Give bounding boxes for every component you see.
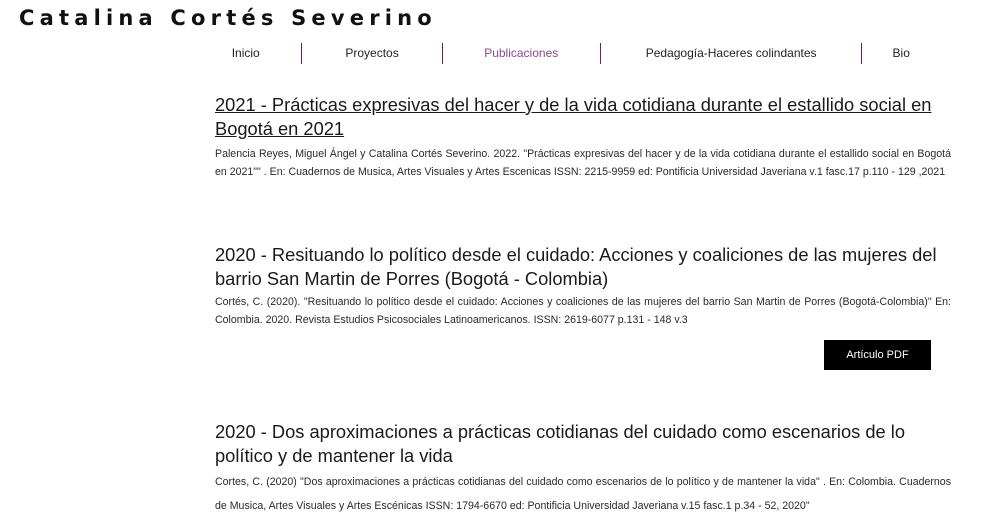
publication-title: 2020 - Dos aproximaciones a prácticas cotidianas del cuidado como escenarios de lo político y de mantener la vida (215, 421, 905, 466)
article-pdf-button[interactable]: Artículo PDF (824, 340, 931, 370)
publication-title[interactable]: 2021 - Prácticas expresivas del hacer y de la vida cotidiana durante el estallido social en Bogotá en 2021 (215, 94, 932, 139)
nav-item-proyectos[interactable]: Proyectos (302, 43, 442, 64)
publication-entry (215, 93, 951, 181)
main-nav (190, 43, 940, 64)
nav-item-bio[interactable]: Bio (892, 46, 910, 60)
publication-citation: Cortes, C. (2020) "Dos aproximaciones a prácticas cotidianas del cuidado como escenarios de lo político y de mantener la vida" . En: Colombia. Cuadernos de Musica, Artes Visuales y Artes Escénicas ISSN: 1794-6670 ed: Pontificia Universidad Javeriana v.15 fasc.1 p.34 - 52, 2020" (215, 476, 951, 512)
nav-item-inicio[interactable]: Inicio (190, 43, 302, 64)
nav-item-pedagogia[interactable]: Pedagogía-Haceres colindantes (601, 43, 863, 64)
publication-citation: Cortés, C. (2020). "Resituando lo político desde el cuidado: Acciones y coaliciones de las mujeres del barrio San Martin de Porres (Bogotá-Colombia)" En: Colombia. 2020. Revista Estudios Psicosociales Latinoamericanos. ISSN: 2619-6077 p.131 - 148 v.3 (215, 296, 951, 326)
publication-entry (215, 420, 951, 518)
publication-entry (215, 243, 951, 329)
nav-item-publicaciones[interactable]: Publicaciones (443, 43, 601, 64)
site-title[interactable]: Catalina Cortés Severino (19, 6, 437, 30)
publication-citation: Palencia Reyes, Miguel Ángel y Catalina Cortés Severino. 2022. "Prácticas expresivas del hacer y de la vida cotidiana durante el estallido social en Bogotá en 2021"" . En: Cuadernos de Musica, Artes Visuales y Artes Escenicas ISSN: 2215-9959 ed: Pontificia Universidad Javeriana v.1 fasc.17 p.110 - 129 ,2021 (215, 148, 951, 178)
publication-title: 2020 - Resituando lo político desde el cuidado: Acciones y coaliciones de las mujeres del barrio San Martin de Porres (Bogotá - Colombia) (215, 244, 937, 289)
